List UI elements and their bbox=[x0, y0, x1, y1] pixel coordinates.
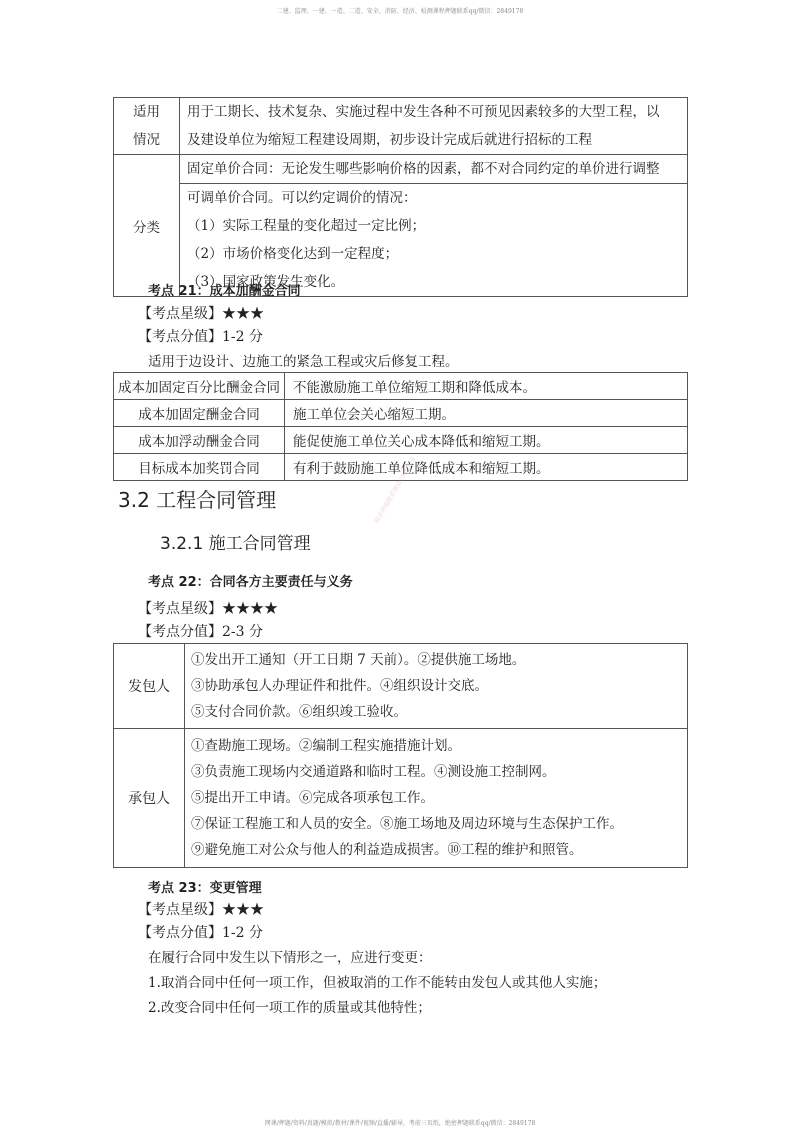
employer-duties: ①发出开工通知（开工日期 7 天前）。②提供施工场地。 ③协助承包人办理证件和批件。④组织设计交底。 ⑤支付合同价款。⑥组织竣工验收。 bbox=[185, 644, 688, 729]
table-row bbox=[114, 729, 688, 868]
table-row: 目标成本加奖罚合同 有利于鼓励施工单位降低成本和缩短工期。 bbox=[114, 454, 688, 481]
table-row: 成本加浮动酬金合同 能促使施工单位关心成本降低和缩短工期。 bbox=[114, 427, 688, 454]
responsibilities-table bbox=[113, 643, 688, 868]
page-header: 二建、监理、一建、一造、二造、安全、消防、经济、检测课程押题联系qq/微信：2849178 bbox=[276, 8, 524, 15]
contractor-label: 承包人 bbox=[114, 729, 185, 868]
kaodian23-item1: 1.取消合同中任何一项工作，但被取消的工作不能转由发包人或其他人实施； bbox=[148, 975, 607, 991]
kaodian22-stars: 【考点星级】★★★★ bbox=[138, 601, 278, 617]
kaodian21-intro: 适用于边设计、边施工的紧急工程或灾后修复工程。 bbox=[148, 354, 459, 370]
category-text: 固定单价合同：无论发生哪些影响价格的因素，都不对合同约定的单价进行调整 可调单价合同。可以约定调价的情况： （1）实际工程量的变化超过一定比例； （2）市场价格变化达到一定程度； （3）国家政策发生变化。 bbox=[180, 155, 688, 297]
subsection-heading: 3.2.1 施工合同管理 bbox=[160, 534, 311, 554]
page-footer: 网课/押题/资料/真题/模拟/教材/课件/视频/直播/辅导，考前三页纸，绝密押题联系qq/微信：2849178 bbox=[264, 1120, 536, 1127]
category-label: 分类 bbox=[114, 155, 180, 297]
table-row bbox=[114, 155, 688, 297]
kaodian23-item2: 2.改变合同中任何一项工作的质量或其他特性； bbox=[148, 1000, 431, 1016]
kaodian22-score: 【考点分值】2-3 分 bbox=[138, 624, 263, 640]
contractor-duties: ①查勘施工现场。②编制工程实施措施计划。 ③负责施工现场内交通道路和临时工程。④测设施工控制网。 ⑤提出开工申请。⑥完成各项承包工作。 ⑦保证工程施工和人员的安全。⑧施工场地及周边环境与生态保护工作。 ⑨避免施工对公众与他人的利益造成损害。⑩工程的维护和照管。 bbox=[185, 729, 688, 868]
cost-plus-contract-table bbox=[113, 372, 688, 481]
employer-label: 发包人 bbox=[114, 644, 185, 729]
section-heading: 3.2 工程合同管理 bbox=[118, 488, 277, 512]
table-row: 成本加固定酬金合同 施工单位会关心缩短工期。 bbox=[114, 400, 688, 427]
applicable-text: 用于工期长、技术复杂、实施过程中发生各种不可预见因素较多的大型工程，以 及建设单位为缩短工程建设周期，初步设计完成后就进行招标的工程 bbox=[180, 98, 688, 155]
kaodian23-title: 考点 23：变更管理 bbox=[148, 881, 262, 896]
unit-price-contract-table bbox=[113, 97, 688, 297]
table-row bbox=[114, 98, 688, 155]
table-row bbox=[114, 644, 688, 729]
kaodian23-stars: 【考点星级】★★★ bbox=[138, 902, 264, 918]
kaodian21-stars: 【考点星级】★★★ bbox=[138, 306, 264, 322]
applicable-label: 适用 情况 bbox=[114, 98, 180, 155]
kaodian22-title: 考点 22：合同各方主要责任与义务 bbox=[148, 575, 353, 590]
kaodian23-score: 【考点分值】1-2 分 bbox=[138, 925, 263, 941]
watermark: 联系押题联系微信2849178 bbox=[373, 456, 418, 525]
kaodian23-intro: 在履行合同中发生以下情形之一，应进行变更： bbox=[148, 950, 432, 966]
table-row: 成本加固定百分比酬金合同 不能激励施工单位缩短工期和降低成本。 bbox=[114, 373, 688, 400]
kaodian21-title: 考点 21：成本加酬金合同 bbox=[148, 284, 301, 299]
kaodian21-score: 【考点分值】1-2 分 bbox=[138, 329, 263, 345]
